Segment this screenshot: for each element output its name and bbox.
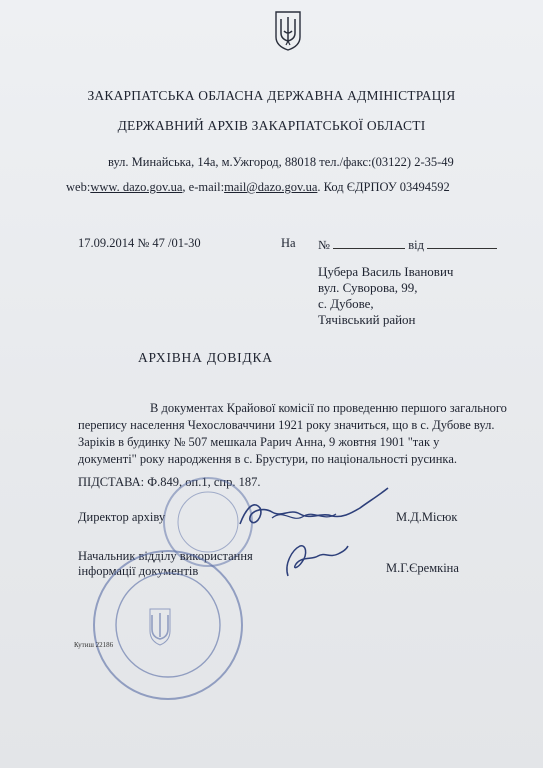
reply-to-label: На <box>281 236 296 250</box>
outgoing-date-number: 17.09.2014 № 47 /01-30 <box>78 236 201 250</box>
recipient-name: Цубера Василь Іванович <box>318 264 454 279</box>
body-line: перепису населення Чехословаччини 1921 року значиться, що в с. Дубове вул. <box>78 418 495 432</box>
website-link[interactable]: www. dazo.gov.ua <box>90 180 183 194</box>
department-head-title-line1: Начальник відділу використання <box>78 549 253 563</box>
document-body <box>78 400 514 468</box>
recipient-district: Тячівський район <box>318 312 416 327</box>
document-title: АРХІВНА ДОВІДКА <box>138 350 273 365</box>
incoming-date-label: від <box>408 238 424 252</box>
postal-address: вул. Минайська, 14а, м.Ужгород, 88018 тел./факс:(03122) 2-35-49 <box>108 155 454 169</box>
department-head-title-line2: інформації документів <box>78 564 199 578</box>
organization-name: ЗАКАРПАТСЬКА ОБЛАСНА ДЕРЖАВНА АДМІНІСТРАЦІЯ <box>87 88 456 103</box>
recipient-street: вул. Суворова, 99, <box>318 280 418 295</box>
body-line: В документах Крайової комісії по проведенню першого загального <box>150 401 507 415</box>
email-prefix: , e-mail: <box>182 180 225 194</box>
director-title: Директор архіву <box>78 510 166 524</box>
incoming-reference <box>318 236 497 253</box>
body-line: документі" року народження в с. Брустури, по національності русинка. <box>78 452 457 466</box>
body-line: Заріків в будинку № 507 мешкала Рарич Анна, 9 жовтня 1901 "так у <box>78 435 440 449</box>
web-prefix: web: <box>66 180 91 194</box>
edrpou-code: . Код ЄДРПОУ 03494592 <box>317 180 450 194</box>
incoming-number-blank <box>333 236 405 249</box>
director-signature <box>232 478 392 538</box>
archive-name: ДЕРЖАВНИЙ АРХІВ ЗАКАРПАТСЬКОЇ ОБЛАСТІ <box>117 118 426 133</box>
incoming-number-label: № <box>318 238 330 252</box>
recipient-village: с. Дубове, <box>318 296 374 311</box>
contact-line <box>66 180 450 195</box>
incoming-date-blank <box>427 236 497 249</box>
email-link[interactable]: mail@dazo.gov.ua <box>224 180 318 194</box>
department-head-signature <box>278 536 350 584</box>
director-name: М.Д.Місюк <box>396 510 458 524</box>
trident-icon <box>275 11 301 51</box>
round-seal-icon <box>88 545 248 705</box>
executor-note: Кутиш 22186 <box>74 641 114 649</box>
basis-reference: ПІДСТАВА: Ф.849, оп.1, спр. 187. <box>78 475 261 489</box>
department-head-name: М.Г.Єремкіна <box>386 561 459 575</box>
